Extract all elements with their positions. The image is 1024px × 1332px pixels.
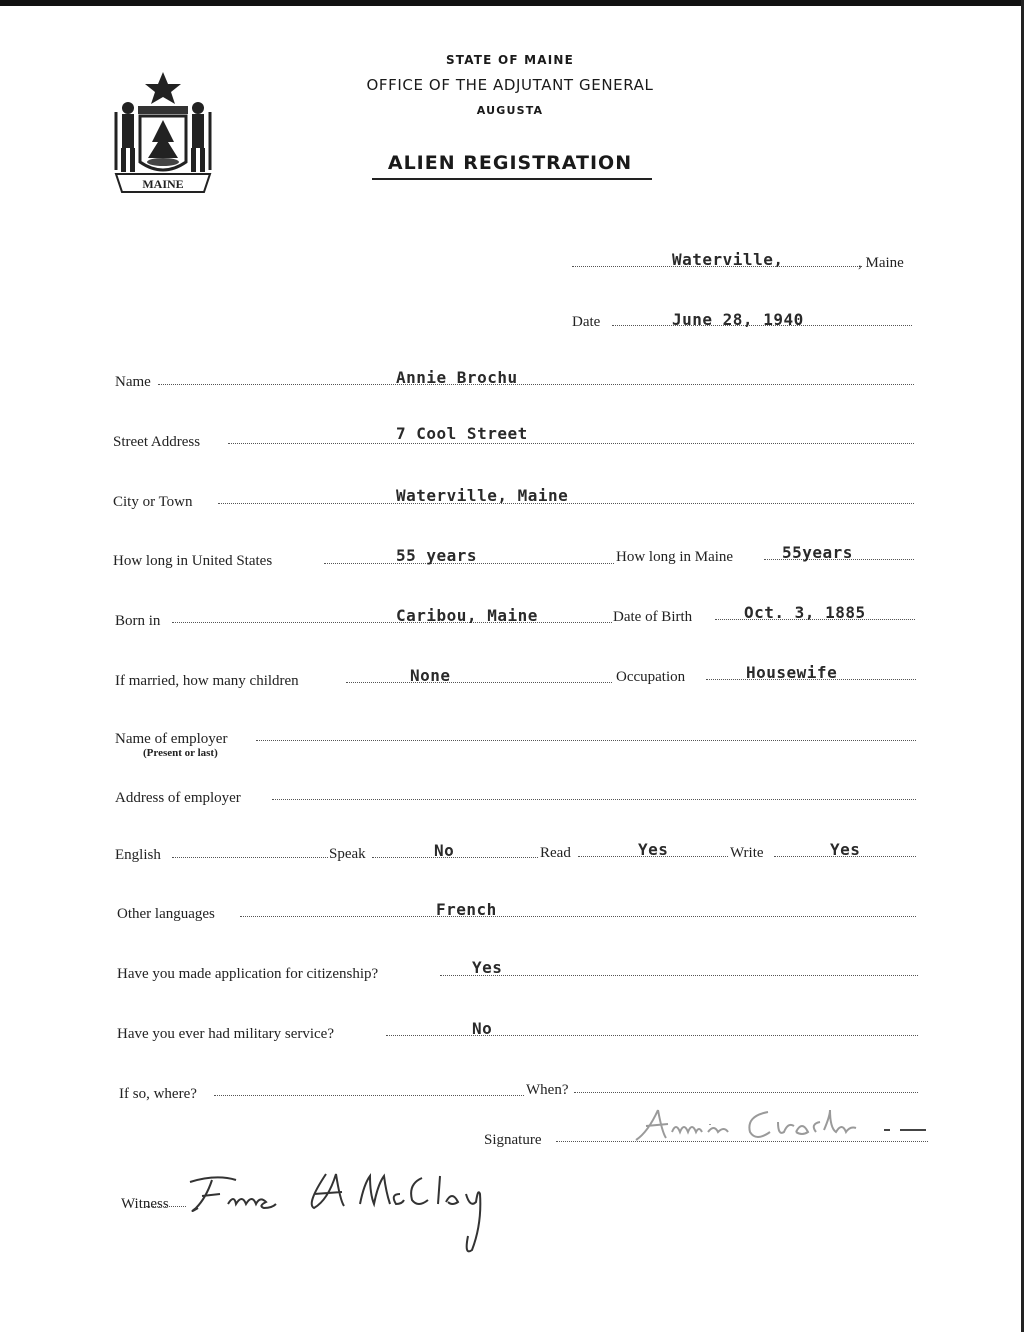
other-languages-value: French bbox=[436, 900, 497, 919]
header-city: AUGUSTA bbox=[476, 104, 544, 117]
born-value: Caribou, Maine bbox=[396, 606, 538, 625]
when-line bbox=[574, 1092, 918, 1093]
other-languages-label: Other languages bbox=[117, 906, 215, 922]
date-label: Date bbox=[572, 314, 601, 330]
how-long-us-label: How long in United States bbox=[113, 553, 273, 569]
witness-label: Witness bbox=[121, 1196, 169, 1212]
signature-label: Signature bbox=[484, 1132, 542, 1148]
how-long-maine-value: 55years bbox=[782, 543, 853, 562]
military-value: No bbox=[472, 1019, 493, 1038]
write-label: Write bbox=[730, 845, 764, 861]
english-line bbox=[172, 857, 328, 858]
children-value: None bbox=[410, 666, 451, 685]
speak-label: Speak bbox=[329, 846, 366, 862]
how-long-us-value: 55 years bbox=[396, 546, 478, 565]
street-label: Street Address bbox=[113, 434, 201, 450]
english-label: English bbox=[115, 847, 161, 863]
citizenship-line bbox=[440, 975, 918, 976]
citizenship-value: Yes bbox=[472, 958, 503, 977]
name-label: Name bbox=[115, 374, 151, 390]
military-label: Have you ever had military service? bbox=[117, 1026, 334, 1042]
employer-line bbox=[256, 740, 916, 741]
title-underline bbox=[372, 178, 652, 180]
employer-sublabel: (Present or last) bbox=[143, 747, 218, 759]
scan-border-top bbox=[0, 0, 1024, 6]
where-label: If so, where? bbox=[119, 1086, 197, 1102]
occupation-label: Occupation bbox=[616, 669, 686, 685]
when-label: When? bbox=[526, 1082, 569, 1098]
name-value: Annie Brochu bbox=[396, 368, 518, 387]
name-line bbox=[158, 384, 914, 385]
children-line bbox=[346, 682, 612, 683]
born-label: Born in bbox=[115, 613, 161, 629]
state-seal-icon bbox=[108, 70, 218, 195]
write-value: Yes bbox=[830, 840, 861, 859]
witness-handwriting bbox=[176, 1164, 536, 1260]
how-long-maine-label: How long in Maine bbox=[616, 549, 734, 565]
city-label: City or Town bbox=[113, 494, 193, 510]
born-line bbox=[172, 622, 612, 623]
header-state: STATE OF MAINE bbox=[445, 53, 575, 67]
speak-line bbox=[372, 857, 538, 858]
employer-address-label: Address of employer bbox=[115, 790, 241, 806]
place-suffix: , Maine bbox=[858, 255, 904, 271]
place-value: Waterville, bbox=[672, 250, 784, 269]
seal-scroll-text: MAINE bbox=[142, 177, 184, 191]
dob-label: Date of Birth bbox=[613, 609, 693, 625]
street-value: 7 Cool Street bbox=[396, 424, 528, 443]
other-languages-line bbox=[240, 916, 916, 917]
military-line bbox=[386, 1035, 918, 1036]
header-office: OFFICE OF THE ADJUTANT GENERAL bbox=[366, 76, 654, 94]
employer-label: Name of employer bbox=[115, 731, 228, 747]
signature-handwriting bbox=[628, 1102, 928, 1148]
date-value: June 28, 1940 bbox=[672, 310, 804, 329]
occupation-value: Housewife bbox=[746, 663, 838, 682]
where-line bbox=[214, 1095, 524, 1096]
citizenship-label: Have you made application for citizenship? bbox=[117, 966, 379, 982]
children-label: If married, how many children bbox=[115, 673, 299, 689]
employer-address-line bbox=[272, 799, 916, 800]
read-value: Yes bbox=[638, 840, 669, 859]
form-title: ALIEN REGISTRATION bbox=[387, 152, 633, 174]
city-value: Waterville, Maine bbox=[396, 486, 569, 505]
dob-value: Oct. 3, 1885 bbox=[744, 603, 866, 622]
speak-value: No bbox=[434, 841, 455, 860]
street-line bbox=[228, 443, 914, 444]
read-label: Read bbox=[540, 845, 571, 861]
